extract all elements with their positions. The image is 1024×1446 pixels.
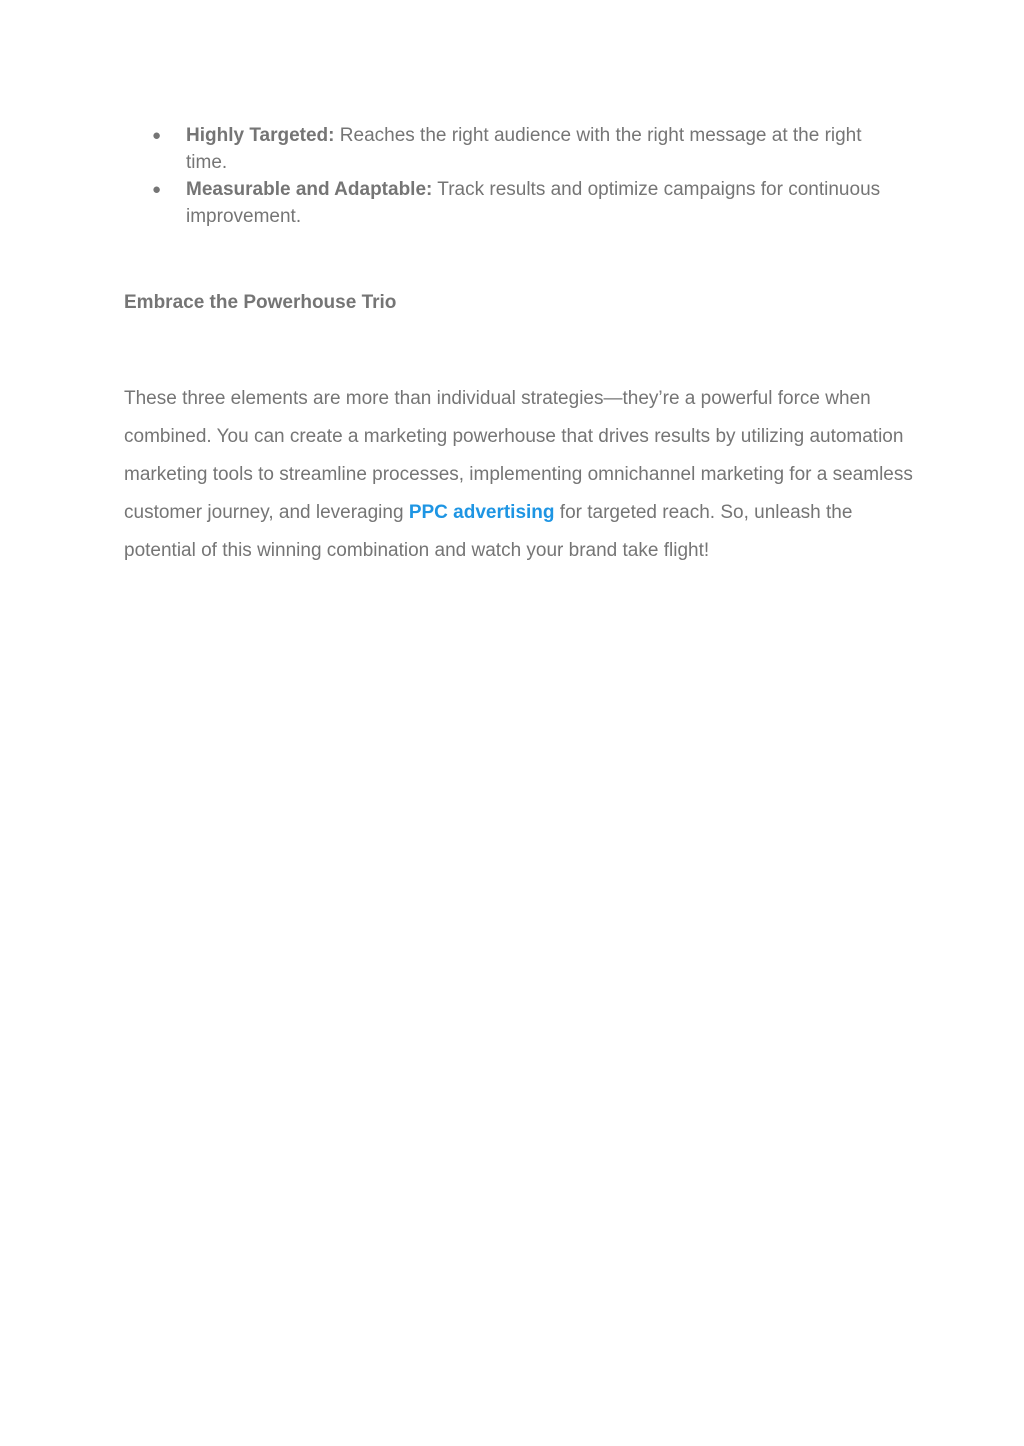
paragraph-text-after-link: for targeted reach. So, unleash the potential of this winning combination and watch your brand take flight!	[124, 502, 853, 561]
bullet-marker: ●	[152, 127, 162, 144]
list-item	[150, 122, 890, 176]
section-heading: Embrace the Powerhouse Trio	[124, 292, 397, 313]
list-item-title: Measurable and Adaptable:	[186, 179, 433, 200]
list-item-text: Reaches the right audience with the right message at the right time.	[186, 125, 862, 173]
ppc-advertising-link[interactable]: PPC advertising	[408, 502, 555, 523]
benefits-list	[150, 122, 890, 230]
list-item-text: Track results and optimize campaigns for continuous improvement.	[186, 179, 881, 227]
bullet-marker: ●	[152, 181, 162, 198]
body-paragraph	[124, 380, 914, 570]
list-item	[150, 176, 890, 230]
paragraph-text-before-link: These three elements are more than individual strategies—they’re a powerful force when combined. You can create a marketing powerhouse that drives results by utilizing automation marketing tools to streamline processes, implementing omnichannel marketing for a seamless customer journey, and leveraging	[124, 388, 913, 523]
list-item-title: Highly Targeted:	[186, 125, 335, 146]
